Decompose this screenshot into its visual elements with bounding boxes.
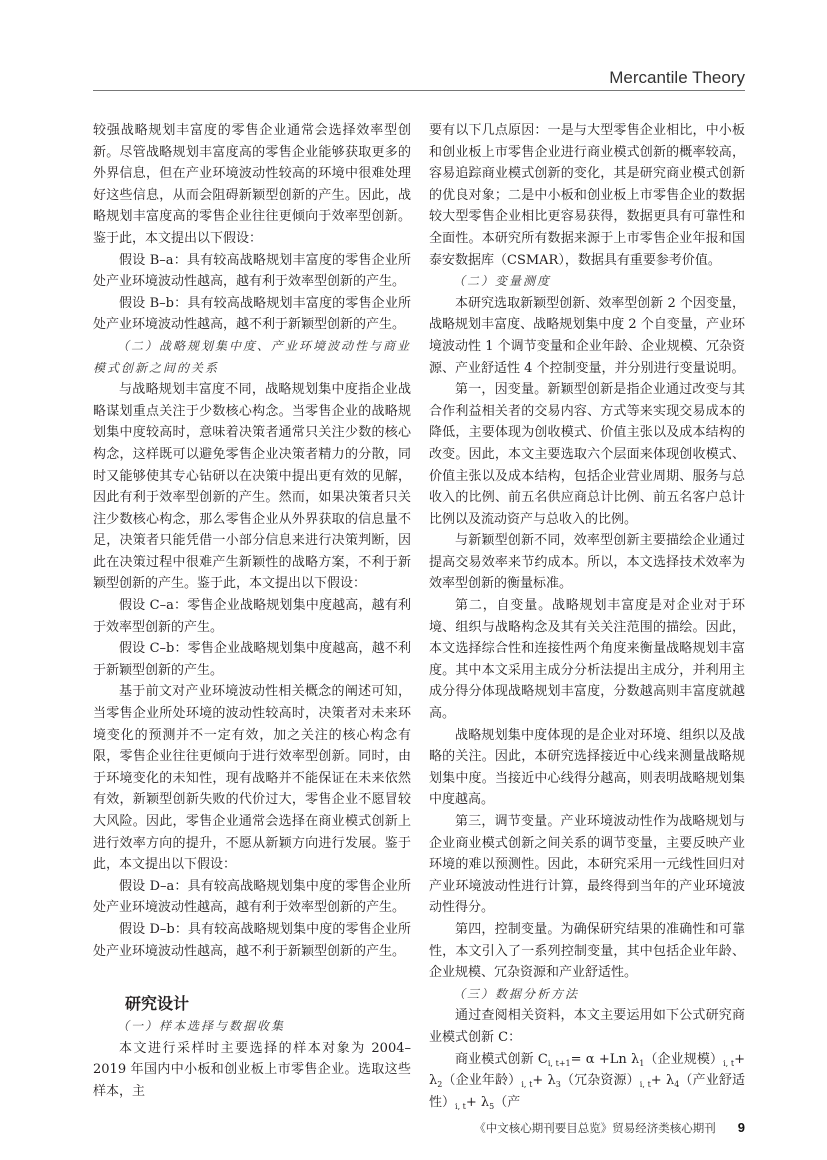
subheading: （二）变量测度 bbox=[453, 274, 552, 289]
hypothesis-b-b: 假设 B–b：具有较高战略规划丰富度的零售企业所处产业环境波动性越高，越不利于新颖型创新的产生。 bbox=[93, 295, 411, 333]
paragraph: 基于前文对产业环境波动性相关概念的阐述可知，当零售企业所处环境的波动性较高时，决策者对未来环境变化的预测并不一定有效，加之关注的核心构念有限，零售企业往往更倾向于进行效率型创新。同时，由于环境变化的未知性，现有战略并不能保证在未来依然有效，新颖型创新失败的代价过大，零售企业不愿冒较大风险。因此，零售企业通常会选择在商业模式创新上进行效率方向的提升，不愿从新颖方向进行发展。鉴于此，本文提出以下假设： bbox=[93, 684, 411, 873]
paragraph: 本研究选取新颖型创新、效率型创新 2 个因变量，战略规划丰富度、战略规划集中度 2 个自变量，产业环境波动性 1 个调节变量和企业年龄、企业规模、冗杂资源、产业舒适性 4 个控制变量，并分别进行变量说明。 bbox=[429, 295, 745, 376]
hypothesis-c-a: 假设 C–a：零售企业战略规划集中度越高，越有利于效率型创新的产生。 bbox=[93, 598, 411, 635]
page-footer bbox=[474, 1120, 745, 1136]
paragraph: 与战略规划丰富度不同，战略规划集中度指企业战略谋划重点关注于少数核心构念。当零售企业的战略规划集中度较高时，意味着决策者通常只关注少数的核心构念，这样既可以避免零售企业决策者精力的分散，同时又能够使其专心钻研以在决策中提出更有效的见解，因此有利于效率型创新的产生。然而，如果决策者只关注少数核心构念，那么零售企业从外界获取的信息量不足，决策者只能凭借一小部分信息来进行决策判断，因此在决策过程中很难产生新颖性的战略方案，不利于新颖型创新的产生。鉴于此，本文提出以下假设： bbox=[93, 382, 411, 592]
paragraph: 第四，控制变量。为确保研究结果的准确性和可靠性，本文引入了一系列控制变量，其中包括企业年龄、企业规模、冗杂资源和产业舒适性。 bbox=[429, 921, 745, 981]
running-title: Mercantile Theory bbox=[609, 68, 745, 87]
header-rule bbox=[93, 90, 745, 91]
paragraph: 通过查阅相关资料，本文主要运用如下公式研究商业模式创新 C： bbox=[429, 1008, 745, 1045]
page-number: 9 bbox=[737, 1120, 745, 1135]
left-column bbox=[93, 120, 411, 1103]
section-heading: 研究设计 bbox=[125, 996, 190, 1014]
hypothesis-d-a: 假设 D–a：具有较高战略规划集中度的零售企业所处产业环境波动性越高，越有利于效率型创新的产生。 bbox=[93, 878, 411, 916]
right-column bbox=[429, 120, 745, 1113]
hypothesis-b-a: 假设 B–a：具有较高战略规划丰富度的零售企业所处产业环境波动性越高，越有利于效率型创新的产生。 bbox=[93, 252, 411, 290]
paragraph: 要有以下几点原因：一是与大型零售企业相比，中小板和创业板上市零售企业进行商业模式创新的概率较高，容易追踪商业模式创新的变化，其是研究商业模式创新的优良对象；二是中小板和创业板上市零售企业的数据较大型零售企业相比更容易获得，数据更具有可靠性和全面性。本研究所有数据来源于上市零售企业年报和国泰安数据库（CSMAR），数据具有重要参考价值。 bbox=[429, 123, 745, 268]
journal-note: 《中文核心期刊要目总览》贸易经济类核心期刊 bbox=[474, 1123, 716, 1135]
subheading: （二）战略规划集中度、产业环境波动性与商业模式创新之间的关系 bbox=[93, 338, 412, 375]
hypothesis-d-b: 假设 D–b：具有较高战略规划集中度的零售企业所处产业环境波动性越高，越不利于新颖型创新的产生。 bbox=[93, 921, 411, 959]
paragraph: 较强战略规划丰富度的零售企业通常会选择效率型创新。尽管战略规划丰富度高的零售企业能够获取更多的外界信息，但在产业环境波动性较高的环境中很难处理好这些信息，从而会阻碍新颖型创新的产生。因此，战略规划丰富度高的零售企业往往更倾向于效率型创新。鉴于此，本文提出以下假设： bbox=[93, 123, 411, 246]
paragraph: 第三，调节变量。产业环境波动性作为战略规划与企业商业模式创新之间关系的调节变量，主要反映产业环境的难以预测性。因此，本研究采用一元线性回归对产业环境波动性进行计算，最终得到当年的产业环境波动性得分。 bbox=[429, 814, 745, 916]
subheading: （三）数据分析方法 bbox=[453, 986, 580, 1001]
paragraph: 第二，自变量。战略规划丰富度是对企业对于环境、组织与战略构念及其有关关注范围的描绘。因此，本文选择综合性和连接性两个角度来衡量战略规划丰富度。其中本文采用主成分分析法提出主成分，并利用主成分得分体现战略规划丰富度，分数越高则丰富度就越高。 bbox=[429, 598, 745, 722]
hypothesis-c-b: 假设 C–b：零售企业战略规划集中度越高，越不利于新颖型创新的产生。 bbox=[93, 641, 411, 678]
paragraph: 第一，因变量。新颖型创新是指企业通过改变与其合作利益相关者的交易内容、方式等来实现交易成本的降低，主要体现为创收模式、价值主张以及成本结构的改变。因此，本文主要选取六个层面来体现创收模式、价值主张以及成本结构，包括企业营业周期、服务与总收入的比例、前五名供应商总计比例、前五名客户总计比例以及流动资产与总收入的比例。 bbox=[429, 382, 745, 527]
formula: 商业模式创新 $C_{i, t+1}= \alpha +Ln$ $\lambda_1$（企业规模）$_{i, t}+ \lambda_2$（企业年龄）$_{i, t}+ \lambda_3$（冗杂资源）$_{i, t}+ \lambda_4$（产业舒适性）$_{i, t}+ \lambda_5$（产 bbox=[429, 1051, 745, 1111]
paragraph: 本文进行采样时主要选择的样本对象为 2004–2019 年国内中小板和创业板上市零售企业。选取这些样本，主 bbox=[93, 1040, 411, 1099]
paragraph: 战略规划集中度体现的是企业对环境、组织以及战略的关注。因此，本研究选择接近中心线来测量战略规划集中度。当接近中心线得分越高，则表明战略规划集中度越高。 bbox=[429, 727, 745, 808]
paragraph: 与新颖型创新不同，效率型创新主要描绘企业通过提高交易效率来节约成本。所以，本文选择技术效率为效率型创新的衡量标准。 bbox=[429, 533, 745, 592]
subheading: （一）样本选择与数据收集 bbox=[117, 1019, 286, 1034]
